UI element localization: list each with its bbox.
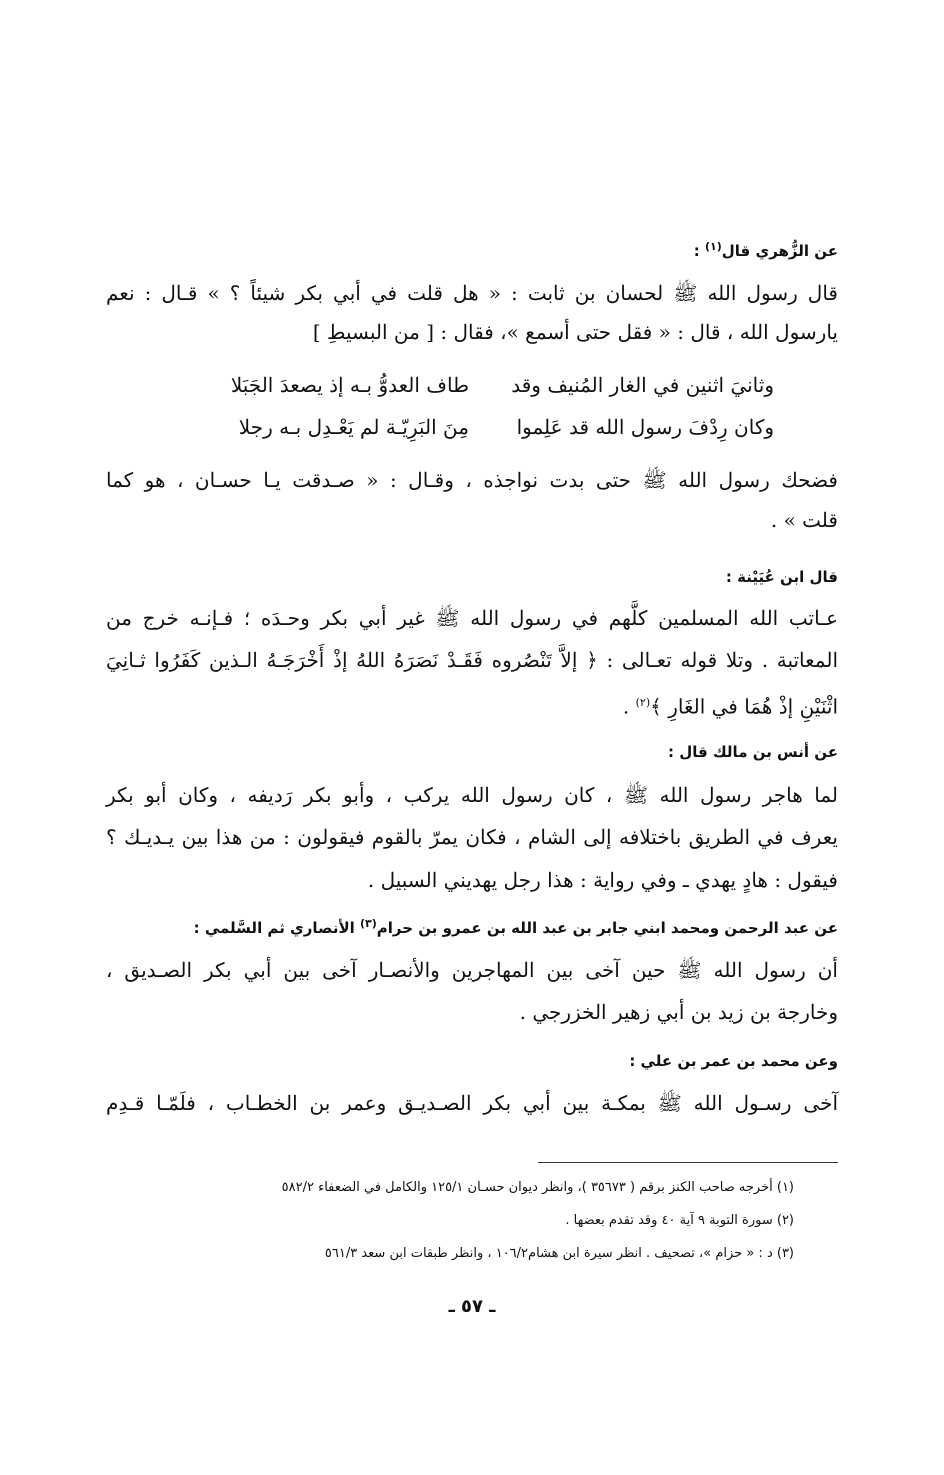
quran-verse: اثْنَيْنِ إذْ هُمَا في الغَارِ ﴾ bbox=[650, 694, 838, 719]
text-line: لما هاجر رسول الله ﷺ ، كان رسول الله يركب ، وأبو بكر رَديفه ، وكان أبو بكر bbox=[106, 783, 838, 807]
heading-tail: : bbox=[693, 242, 705, 260]
text-line: يعرف في الطريق باختلافه إلى الشام ، فكان يمرّ بالقوم فيقولون : من هذا بين يـديـك ؟ bbox=[106, 825, 838, 849]
section-heading-zuhri bbox=[106, 240, 838, 260]
footnote: (١) أخرجه صاحب الكنز برقم ( ٣٥٦٧٣ )، وانظر ديوان حسـان ١٢٥/١ والكامل في الضعفاء ٥٨٢/٢ bbox=[281, 1180, 794, 1195]
line-tail: . bbox=[622, 694, 636, 719]
section-heading-ibn-uyayna: قال ابن عُيَيْنة : bbox=[725, 568, 838, 586]
footnote-ref: (٣) bbox=[360, 917, 377, 930]
text-line: فيقول : هادٍ يهدي ـ وفي رواية : هذا رجل يهديني السبيل . bbox=[367, 868, 838, 892]
text-line: أن رسول الله ﷺ حين آخى بين المهاجرين والأنصـار آخى بين أبي بكر الصـديق ، bbox=[106, 958, 838, 982]
text-line: المعاتبة . وتلا قوله تعـالى : ﴿ إلاَّ تَنْصُروه فَقَـدْ نَصَرَهُ اللهُ إذْ أَخْرَجَـهُ الـذين كَفَرُوا ثـانِيَ bbox=[106, 648, 838, 672]
text-line bbox=[106, 688, 838, 718]
footnote-divider bbox=[538, 1162, 838, 1163]
footnote-ref: (١) bbox=[704, 240, 722, 253]
text-line: عـاتب الله المسلمين كلَّهم في رسول الله ﷺ غير أبي بكر وحـدَه ؛ فـإنـه خرج من bbox=[106, 606, 838, 630]
verse-hemistich: وثانيَ اثنين في الغار المُنيف وقد bbox=[511, 373, 774, 397]
text-line: آخى رسـول الله ﷺ بمكـة بين أبي بكر الصـديـق وعمر بن الخطـاب ، فلَمّـا قـدِم bbox=[106, 1091, 838, 1115]
text-line: يارسول الله ، قال : « فقل حتى أسمع »، فقال : [ من البسيطِ ] bbox=[312, 320, 838, 344]
section-heading-anas: عن أنس بن مالك قال : bbox=[668, 743, 838, 761]
footnote: (٣) د : « حزام »، تصحيف . انظر سيرة ابن هشام١٠٦/٢ ، وانظر طبقات ابن سعد ٥٦١/٣ bbox=[324, 1246, 794, 1261]
heading-text: عن عبد الرحمن ومحمد ابني جابر بن عبد الله بن عمرو بن حرام bbox=[376, 919, 838, 937]
verse-hemistich: وكان رِدْفَ رسول الله قد عَلِموا bbox=[516, 415, 774, 439]
section-heading-jabir-sons bbox=[106, 917, 838, 937]
verse-hemistich: طاف العدوُّ بـه إذ يصعدَ الجَبَلا bbox=[230, 373, 469, 397]
text-line: قال رسول الله ﷺ لحسان بن ثابت : « هل قلت في أبي بكر شيئاً ؟ » قـال : نعم bbox=[106, 281, 838, 305]
verse-hemistich: مِنَ البَرِيّـة لم يَعْـدِل بـه رجلا bbox=[238, 415, 469, 439]
footnote: (٢) سورة التوبة ٩ آية ٤٠ وقد تقدم بعضها . bbox=[565, 1213, 794, 1228]
text-line: فضحك رسول الله ﷺ حتى بدت نواجذه ، وقـال : « صـدقت يـا حسـان ، هو كما bbox=[106, 468, 838, 492]
text-line: وخارجة بن زيد بن أبي زهير الخزرجي . bbox=[519, 1000, 838, 1024]
heading-text: عن الزُّهري قال bbox=[721, 242, 838, 260]
text-line: قلت » . bbox=[770, 508, 838, 532]
section-heading-muhammad-ibn-umar: وعن محمد بن عمر بن علي : bbox=[629, 1052, 838, 1070]
heading-tail: الأنصاري ثم السَّلمي : bbox=[193, 919, 361, 937]
footnote-ref: (٢) bbox=[635, 696, 651, 709]
page-number: ـ ٥٧ ـ bbox=[448, 1296, 496, 1317]
